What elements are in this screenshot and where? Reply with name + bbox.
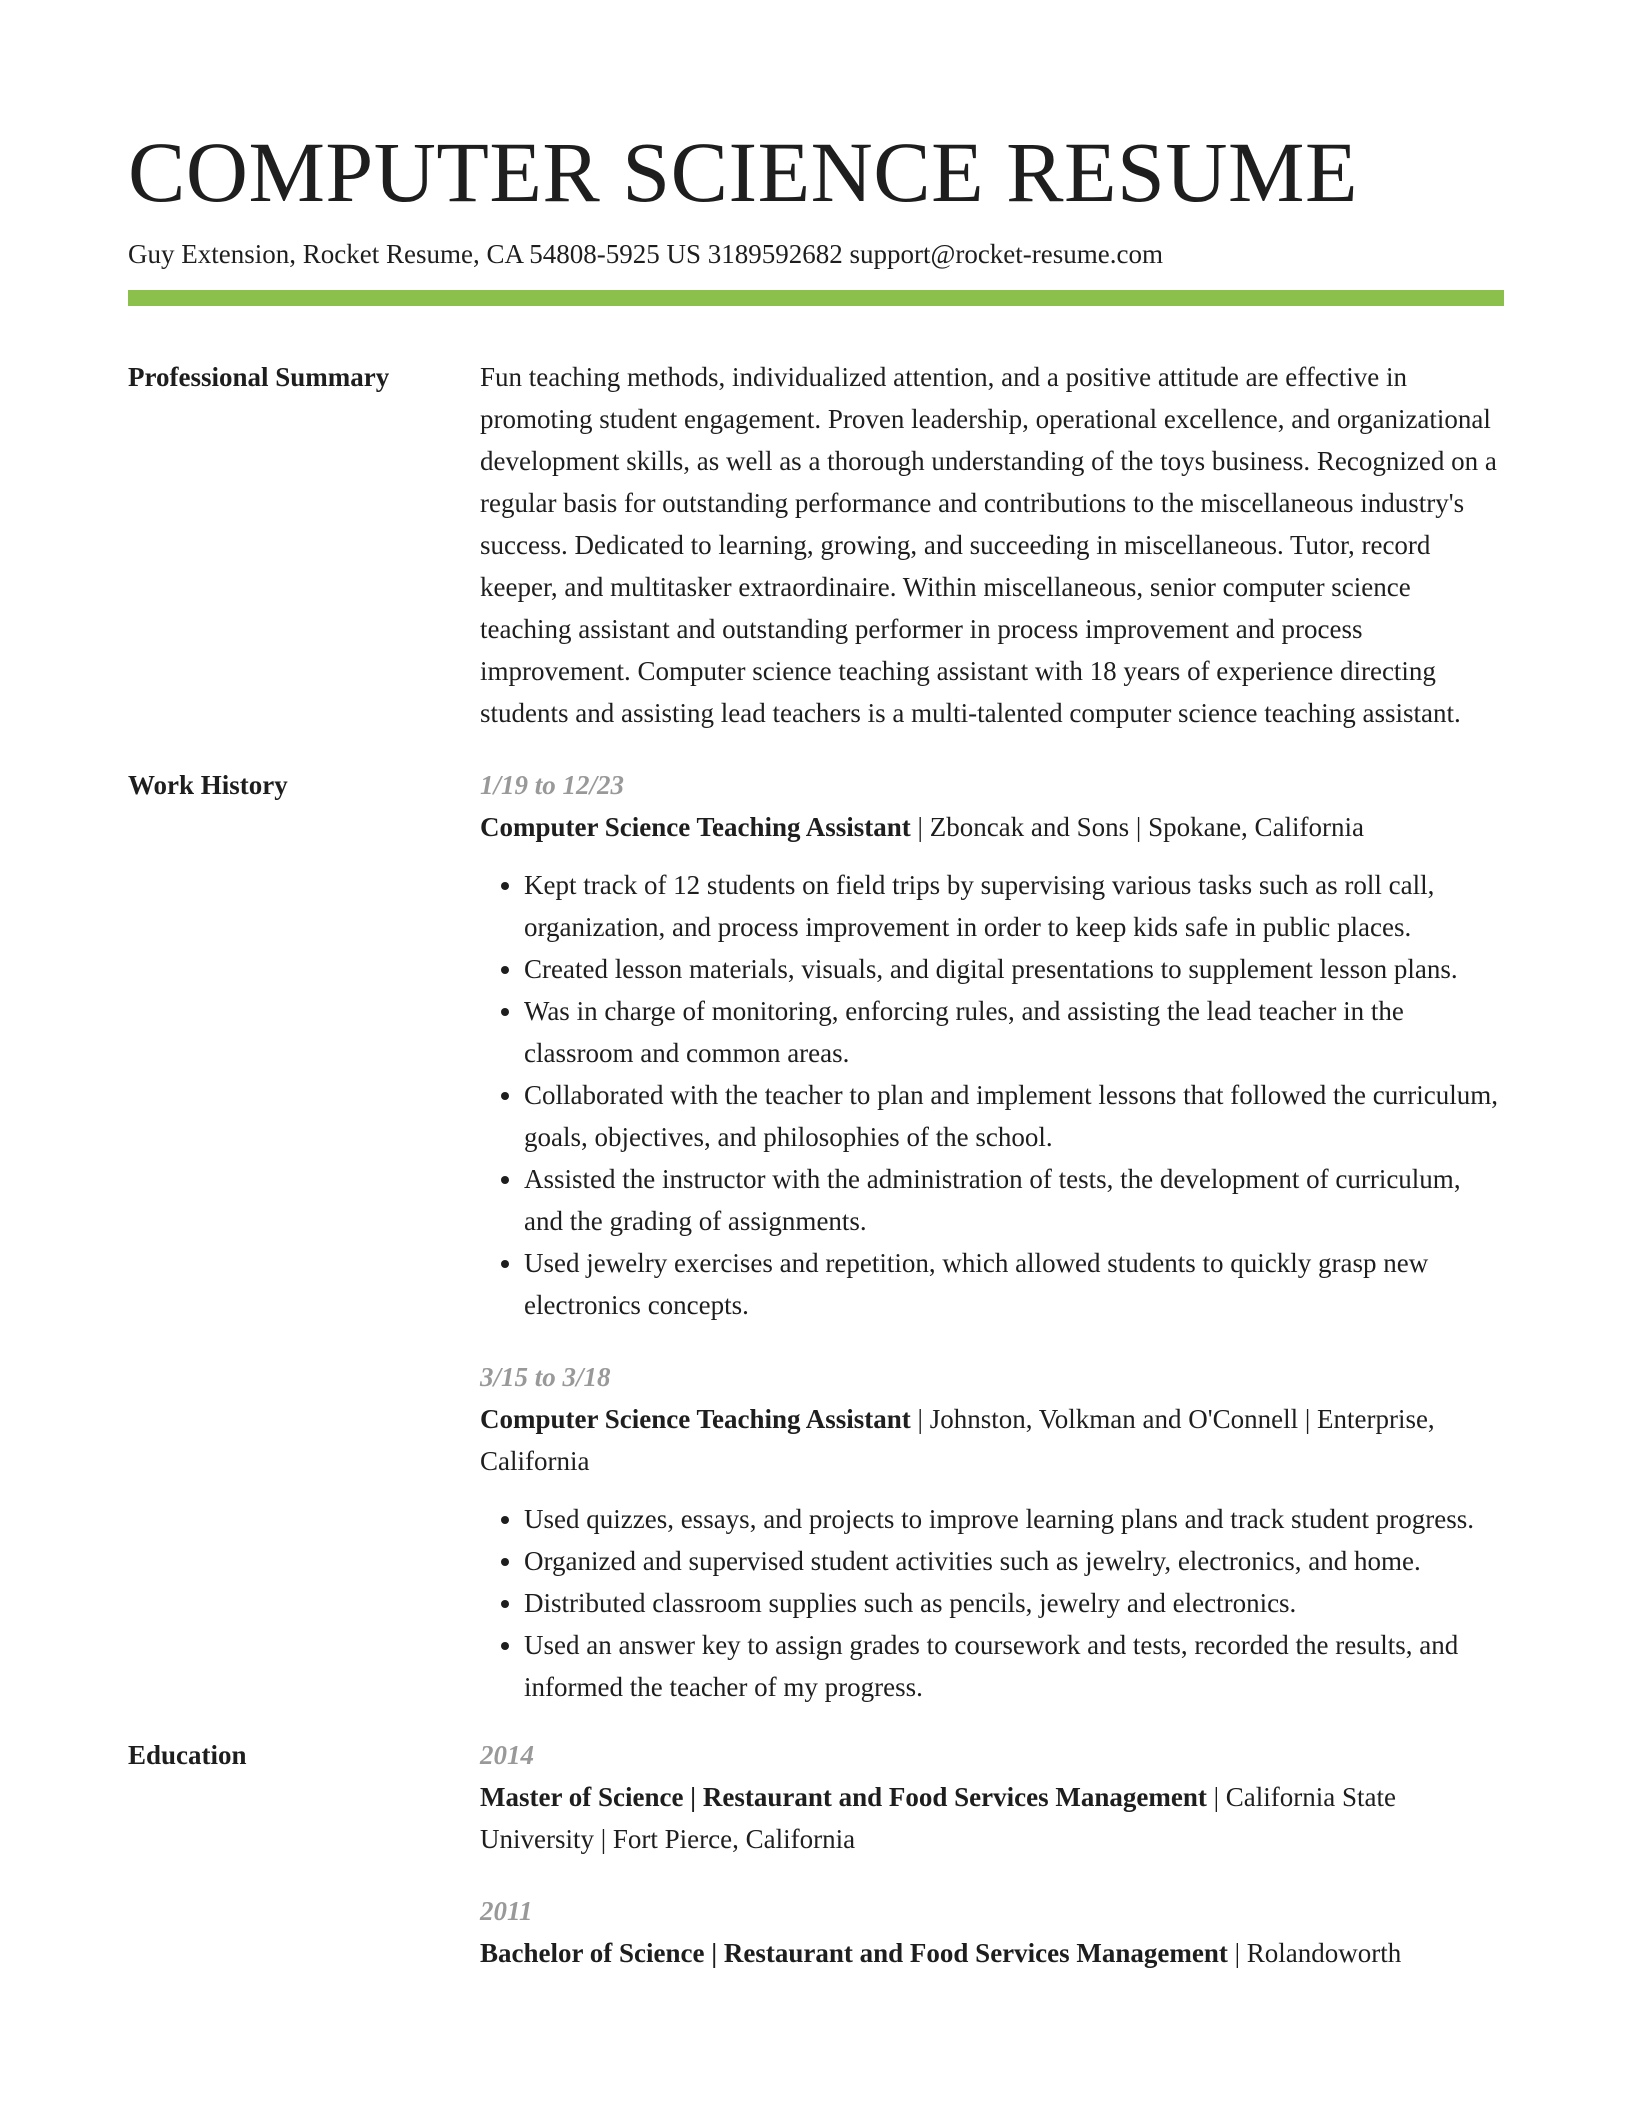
summary-text: Fun teaching methods, individualized attention, and a positive attitude are effective in promoting student engagement. Proven leadership, operational excellence, and organizational development skills, as well as a thorough understanding of the toys business. Recognized on a regular basis for outstanding performance and contributions to the miscellaneous industry's success. Dedicated to learning, growing, and succeeding in miscellaneous. Tutor, record keeper, and multitasker extraordinaire. Within miscellaneous, senior computer science teaching assistant and outstanding performer in process improvement and process improvement. Computer science teaching assistant with 18 years of experience directing students and assisting lead teachers is a multi-talented computer science teaching assistant. xyxy=(480,362,1497,728)
degree-line xyxy=(480,1776,1504,1860)
education-section xyxy=(128,1734,1504,1974)
job-role-line xyxy=(480,806,1504,848)
degree-details: | Rolandoworth xyxy=(1227,1938,1402,1968)
list-item: • Used jewelry exercises and repetition, which allowed students to quickly grasp new electronics concepts. xyxy=(524,1242,1504,1326)
job-bullets xyxy=(480,864,1504,1326)
work-history-section xyxy=(128,764,1504,1708)
job-entry xyxy=(480,764,1504,1326)
degree-entry xyxy=(480,1890,1504,1974)
list-item: • Used quizzes, essays, and projects to improve learning plans and track student progress. xyxy=(524,1498,1504,1540)
job-date: 3/15 to 3/18 xyxy=(480,1362,611,1392)
work-history-body xyxy=(480,764,1504,1708)
job-entry xyxy=(480,1356,1504,1708)
job-date: 1/19 to 12/23 xyxy=(480,770,625,800)
list-item: • Created lesson materials, visuals, and digital presentations to supplement lesson plans. xyxy=(524,948,1504,990)
job-bullets xyxy=(480,1498,1504,1708)
resume-page xyxy=(128,118,1504,1974)
list-item: • Kept track of 12 students on field trips by supervising various tasks such as roll call, organization, and process improvement in order to keep kids safe in public places. xyxy=(524,864,1504,948)
job-details: | Zboncak and Sons | Spokane, California xyxy=(910,812,1365,842)
degree-entry xyxy=(480,1734,1504,1860)
list-item: • Was in charge of monitoring, enforcing rules, and assisting the lead teacher in the classroom and common areas. xyxy=(524,990,1504,1074)
degree-title: Bachelor of Science | Restaurant and Food Services Management xyxy=(480,1938,1228,1968)
job-title: Computer Science Teaching Assistant xyxy=(480,1404,911,1434)
section-label-work: Work History xyxy=(128,770,288,800)
section-label-education: Education xyxy=(128,1740,247,1770)
job-role-line xyxy=(480,1398,1504,1482)
list-item: • Assisted the instructor with the administration of tests, the development of curriculum, and the grading of assignments. xyxy=(524,1158,1504,1242)
job-details: | Johnston, Volkman and O'Connell | Enterprise, California xyxy=(480,1404,1435,1476)
contact-line: Guy Extension, Rocket Resume, CA 54808-5925 US 3189592682 support@rocket-resume.com xyxy=(128,239,1163,269)
summary-body xyxy=(480,356,1504,734)
job-title: Computer Science Teaching Assistant xyxy=(480,812,911,842)
degree-title: Master of Science | Restaurant and Food Services Management xyxy=(480,1782,1207,1812)
degree-details: | California State University | Fort Pierce, California xyxy=(480,1782,1396,1854)
list-item: • Collaborated with the teacher to plan and implement lessons that followed the curriculum, goals, objectives, and philosophies of the school. xyxy=(524,1074,1504,1158)
section-label-summary: Professional Summary xyxy=(128,362,390,392)
list-item: • Distributed classroom supplies such as pencils, jewelry and electronics. xyxy=(524,1582,1504,1624)
list-item: • Used an answer key to assign grades to coursework and tests, recorded the results, and informed the teacher of my progress. xyxy=(524,1624,1504,1708)
accent-divider xyxy=(128,290,1504,306)
degree-line xyxy=(480,1932,1504,1974)
summary-section xyxy=(128,356,1504,734)
degree-date: 2011 xyxy=(480,1896,533,1926)
resume-title: COMPUTER SCIENCE RESUME xyxy=(128,124,1358,220)
list-item: • Organized and supervised student activities such as jewelry, electronics, and home. xyxy=(524,1540,1504,1582)
education-body xyxy=(480,1734,1504,1974)
degree-date: 2014 xyxy=(480,1740,534,1770)
